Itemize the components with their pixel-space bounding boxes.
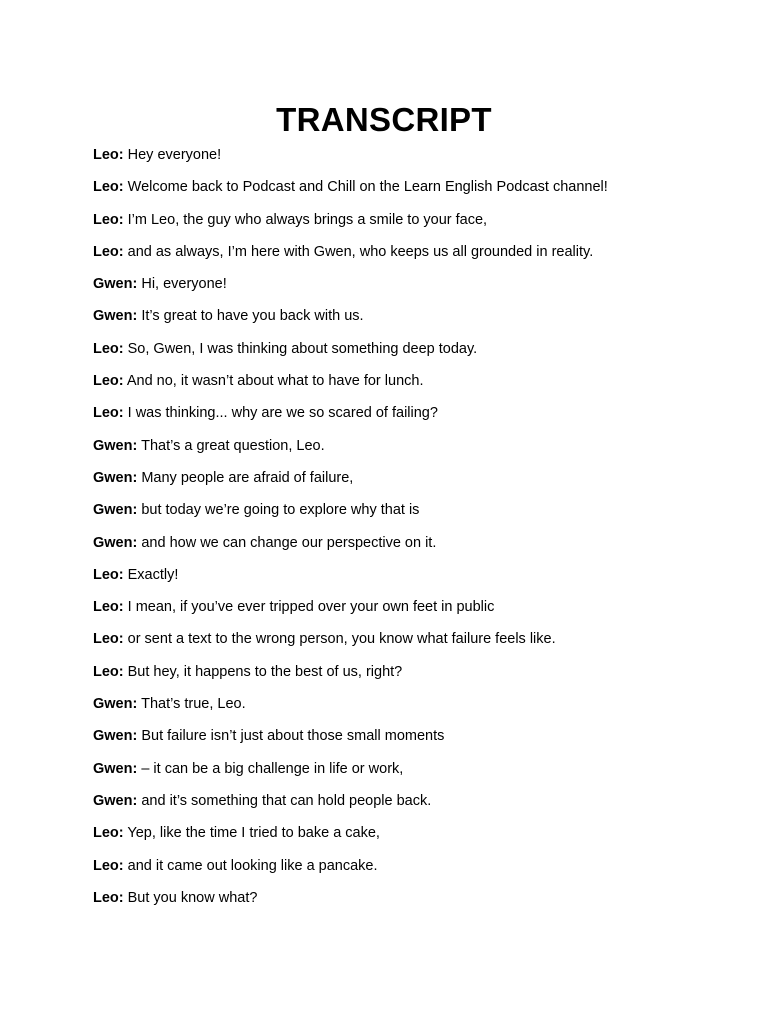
- speaker-name: Gwen:: [93, 792, 138, 809]
- line-text: So, Gwen, I was thinking about something deep today.: [127, 340, 478, 357]
- transcript-line: [93, 631, 768, 663]
- line-text: It’s great to have you back with us.: [141, 308, 364, 325]
- line-text: Exactly!: [127, 566, 179, 583]
- line-text: Yep, like the time I tried to bake a cake,: [127, 825, 380, 842]
- line-text: but today we’re going to explore why that is: [141, 502, 420, 519]
- transcript-line: [93, 664, 768, 696]
- transcript-line: [93, 244, 768, 276]
- transcript-line: [93, 761, 768, 793]
- transcript-line: [93, 373, 768, 405]
- speaker-name: Leo:: [93, 663, 124, 680]
- transcript-line: [93, 179, 768, 211]
- speaker-name: Gwen:: [93, 276, 138, 293]
- line-text: Hey everyone!: [127, 147, 222, 163]
- transcript-line: [93, 276, 768, 308]
- line-text: That’s true, Leo.: [141, 696, 246, 713]
- document-title: TRANSCRIPT: [276, 101, 492, 138]
- speaker-name: Leo:: [93, 211, 124, 228]
- speaker-name: Leo:: [93, 599, 124, 616]
- transcript-line: [93, 470, 768, 502]
- transcript-line: [93, 502, 768, 534]
- speaker-name: Gwen:: [93, 469, 138, 486]
- transcript-line: [93, 341, 768, 373]
- line-text: and it’s something that can hold people back.: [141, 792, 432, 809]
- transcript-line: [93, 308, 768, 340]
- speaker-name: Leo:: [93, 147, 124, 163]
- line-text: That’s a great question, Leo.: [141, 437, 325, 454]
- line-text: I’m Leo, the guy who always brings a smile to your face,: [127, 211, 488, 228]
- speaker-name: Leo:: [93, 857, 124, 874]
- line-text: Many people are afraid of failure,: [141, 469, 354, 486]
- transcript-line: [93, 890, 768, 922]
- line-text: And no, it wasn’t about what to have for lunch.: [126, 373, 424, 390]
- transcript-line: [93, 212, 768, 244]
- speaker-name: Leo:: [93, 179, 124, 196]
- speaker-name: Gwen:: [93, 502, 138, 519]
- transcript-line: [93, 405, 768, 437]
- line-text: But you know what?: [127, 889, 258, 906]
- line-text: I was thinking... why are we so scared of failing?: [127, 405, 438, 422]
- transcript-line: [93, 858, 768, 890]
- transcript-line: [93, 147, 768, 179]
- speaker-name: Leo:: [93, 340, 124, 357]
- speaker-name: Gwen:: [93, 437, 138, 454]
- transcript-line: [93, 438, 768, 470]
- speaker-name: Leo:: [93, 373, 124, 390]
- speaker-name: Gwen:: [93, 308, 138, 325]
- line-text: Welcome back to Podcast and Chill on the Learn English Podcast channel!: [127, 179, 608, 196]
- line-text: But hey, it happens to the best of us, right?: [127, 663, 403, 680]
- speaker-name: Gwen:: [93, 534, 138, 551]
- speaker-name: Leo:: [93, 825, 124, 842]
- speaker-name: Leo:: [93, 243, 124, 260]
- speaker-name: Leo:: [93, 405, 124, 422]
- speaker-name: Gwen:: [93, 760, 138, 777]
- speaker-name: Leo:: [93, 566, 124, 583]
- line-text: I mean, if you’ve ever tripped over your own feet in public: [127, 599, 495, 616]
- transcript-line: [93, 535, 768, 567]
- transcript-lines: [93, 147, 768, 922]
- line-text: and it came out looking like a pancake.: [127, 857, 378, 874]
- line-text: Hi, everyone!: [141, 276, 227, 293]
- speaker-name: Leo:: [93, 631, 124, 648]
- line-text: – it can be a big challenge in life or work,: [141, 760, 404, 777]
- transcript-line: [93, 825, 768, 857]
- transcript-line: [93, 567, 768, 599]
- speaker-name: Gwen:: [93, 728, 138, 745]
- speaker-name: Leo:: [93, 889, 124, 906]
- line-text: or sent a text to the wrong person, you know what failure feels like.: [127, 631, 556, 648]
- speaker-name: Gwen:: [93, 696, 138, 713]
- transcript-line: [93, 599, 768, 631]
- line-text: and how we can change our perspective on it.: [141, 534, 437, 551]
- line-text: But failure isn’t just about those small moments: [141, 728, 445, 745]
- transcript-line: [93, 728, 768, 760]
- transcript-line: [93, 793, 768, 825]
- line-text: and as always, I’m here with Gwen, who keeps us all grounded in reality.: [127, 243, 594, 260]
- transcript-line: [93, 696, 768, 728]
